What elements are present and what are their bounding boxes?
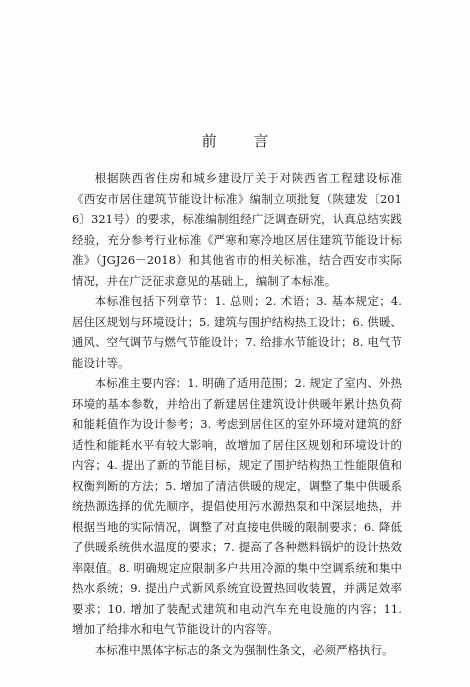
paragraph-basis: 根据陕西省住房和城乡建设厅关于对陕西省工程建设标准《西安市居住建筑节能设计标准》编制立项批复（陕建发〔2016〕321号）的要求，标准编制组经广泛调查研究，认真总结实践经验，充分参考行业标准《严寒和寒冷地区居住建筑节能设计标准》（JGJ26－2018）和其他省市的相关标准，结合西安市实际情况，并在广泛征求意见的基础上，编制了本标准。 — [72, 171, 402, 288]
paragraph-mandatory-note: 本标准中黑体字标志的条文为强制性条文，必须严格执行。 — [94, 642, 394, 657]
body-text — [72, 168, 402, 660]
paragraph-chapters: 本标准包括下列章节：1. 总则；2. 术语；3. 基本规定；4. 居住区规划与环境设计；5. 建筑与围护结构热工设计；6. 供暖、通风、空气调节与燃气节能设计；7. 给排水节能设计；8. 电气节能设计等。 — [72, 294, 402, 370]
page-title: 前 言 — [201, 132, 285, 150]
paragraph-main-content: 本标准主要内容：1. 明确了适用范围；2. 规定了室内、外热环境的基本参数，并给出了新建居住建筑设计供暖年累计热负荷和能耗值作为设计参考；3. 考虑到居住区的室外环境对建筑的舒适性和能耗水平有较大影响，故增加了居住区规划和环境设计的内容；4. 提出了新的节能目标，规定了围护结构热工性能限值和权衡判断的方法；5. 增加了清洁供暖的规定，调整了集中供暖系统热源选择的优先顺序，提倡使用污水源热泵和中深层地热，并根据当地的实际情况，调整了对直接电供暖的限制要求；6. 降低了供暖系统供水温度的要求；7. 提高了各种燃料锅炉的设计热效率限值。8. 明确规定应限制多户共用冷源的集中空调系统和集中热水系统；9. 提出户式新风系统宜设置热回收装置，并满足效率要求；10. 增加了装配式建筑和电动汽车充电设施的内容；11. 增加了给排水和电气节能设计的内容等。 — [72, 376, 402, 636]
